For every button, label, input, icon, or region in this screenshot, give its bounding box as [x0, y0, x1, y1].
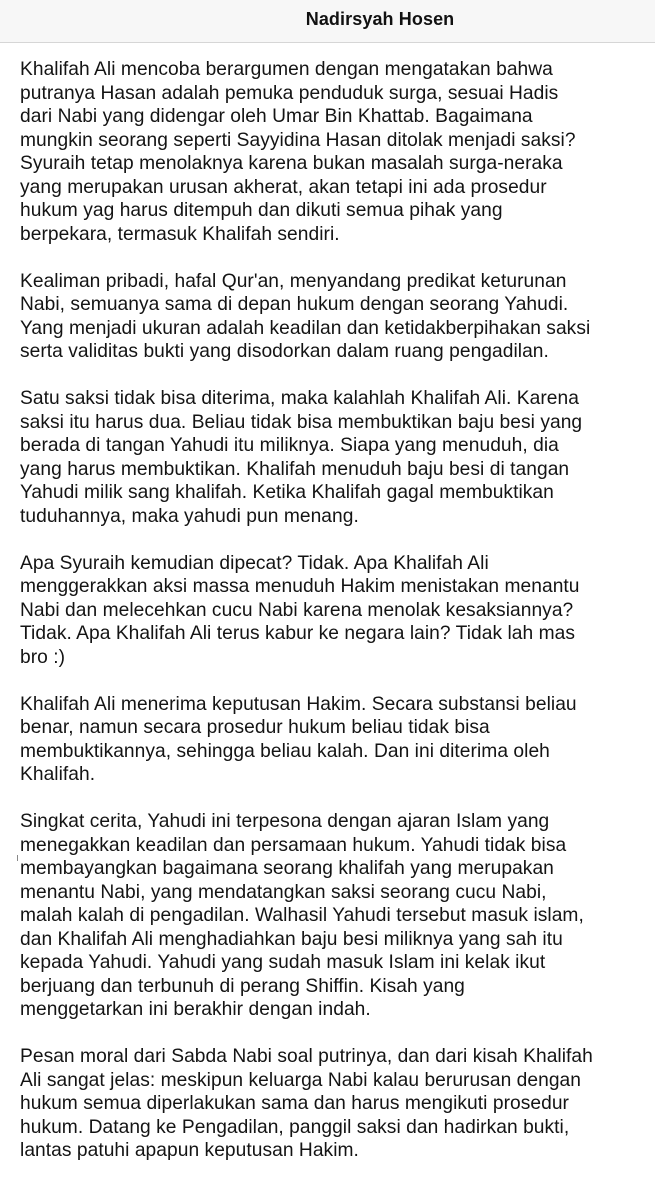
article-paragraph-4	[20, 552, 645, 670]
text-line: Singkat cerita, Yahudi ini terpesona dengan ajaran Islam yang	[20, 811, 550, 832]
text-cursor-mark	[17, 855, 18, 861]
text-line: Nabi dan melecehkan cucu Nabi karena menolak kesaksiannya?	[20, 599, 574, 621]
text-line: menegakkan keadilan dan persamaan hukum. Yahudi tidak bisa	[20, 834, 567, 856]
text-line: membuktikannya, sehingga beliau kalah. Dan ini diterima oleh	[20, 740, 550, 762]
article-paragraph-1	[20, 58, 645, 246]
text-line: Khalifah Ali mencoba berargumen dengan mengatakan bahwa	[20, 59, 553, 80]
text-line: benar, namun secara prosedur hukum beliau tidak bisa	[20, 717, 490, 738]
text-line: saksi itu harus dua. Beliau tidak bisa membuktikan baju besi yang	[20, 411, 583, 433]
text-line: putranya Hasan adalah pemuka penduduk surga, sesuai Hadis	[20, 82, 559, 104]
text-line: hukum. Datang ke Pengadilan, panggil saksi dan hadirkan bukti,	[20, 1116, 570, 1138]
text-line: berada di tangan Yahudi itu miliknya. Siapa yang menuduh, dia	[20, 435, 559, 456]
text-line: dan Khalifah Ali menghadiahkan baju besi miliknya yang sah itu	[20, 928, 563, 950]
text-line: hukum semua diperlakukan sama dan harus mengikuti prosedur	[20, 1093, 569, 1114]
article-body	[20, 58, 645, 1186]
article-paragraph-3	[20, 387, 645, 528]
text-line: menantu Nabi, yang mendatangkan saksi seorang cucu Nabi,	[20, 881, 547, 903]
text-line: Kealiman pribadi, hafal Qur'an, menyandang predikat keturunan	[20, 270, 567, 292]
text-line: Yang menjadi ukuran adalah keadilan dan ketidakberpihakan saksi	[20, 317, 591, 339]
text-line: yang merupakan urusan akherat, akan tetapi ini ada prosedur	[20, 176, 547, 198]
text-line: mungkin seorang seperti Sayyidina Hasan ditolak menjadi saksi?	[20, 129, 576, 151]
text-line: Yahudi milik sang khalifah. Ketika Khalifah gagal membuktikan	[20, 482, 554, 503]
top-bar	[0, 0, 655, 43]
text-line: Ali sangat jelas: meskipun keluarga Nabi kalau berurusan dengan	[20, 1069, 582, 1091]
text-line: Satu saksi tidak bisa diterima, maka kalahlah Khalifah Ali. Karena	[20, 388, 579, 409]
article-paragraph-7	[20, 1045, 645, 1163]
text-line: Apa Syuraih kemudian dipecat? Tidak. Apa Khalifah Ali	[20, 552, 489, 574]
text-line: dari Nabi yang didengar oleh Umar Bin Khattab. Bagaimana	[20, 106, 533, 127]
text-line: tuduhannya, maka yahudi pun menang.	[20, 505, 359, 527]
text-line: Tidak. Apa Khalifah Ali terus kabur ke negara lain? Tidak lah mas	[20, 623, 576, 644]
text-line: hukum yag harus ditempuh dan dikuti semua pihak yang	[20, 200, 503, 221]
text-line: Khalifah.	[20, 764, 96, 785]
article-paragraph-5	[20, 693, 645, 787]
text-line: lantas patuhi apapun keputusan Hakim.	[20, 1140, 359, 1161]
text-line: yang harus membuktikan. Khalifah menuduh baju besi di tangan	[20, 458, 570, 480]
article-paragraph-6	[20, 810, 645, 1022]
text-line: kepada Yahudi. Yahudi yang sudah masuk Islam ini kelak ikut	[20, 952, 546, 973]
text-line: membayangkan bagaimana seorang khalifah yang merupakan	[20, 858, 554, 879]
text-line: berpekara, termasuk Khalifah sendiri.	[20, 223, 340, 245]
article-paragraph-2	[20, 270, 645, 364]
page-title: Nadirsyah Hosen	[305, 9, 455, 29]
text-line: berjuang dan terbunuh di perang Shiffin. Kisah yang	[20, 975, 465, 997]
text-line: Pesan moral dari Sabda Nabi soal putrinya, dan dari kisah Khalifah	[20, 1046, 593, 1067]
text-line: bro :)	[20, 646, 66, 668]
text-line: Syuraih tetap menolaknya karena bukan masalah surga-neraka	[20, 153, 563, 174]
text-line: malah kalah di pengadilan. Walhasil Yahudi tersebut masuk islam,	[20, 905, 584, 926]
text-line: serta validitas bukti yang disodorkan dalam ruang pengadilan.	[20, 341, 549, 362]
text-line: menggerakkan aksi massa menuduh Hakim menistakan menantu	[20, 576, 580, 597]
text-line: Khalifah Ali menerima keputusan Hakim. Secara substansi beliau	[20, 693, 577, 715]
text-line: Nabi, semuanya sama di depan hukum dengan seorang Yahudi.	[20, 294, 569, 315]
text-line: menggetarkan ini berakhir dengan indah.	[20, 999, 371, 1020]
